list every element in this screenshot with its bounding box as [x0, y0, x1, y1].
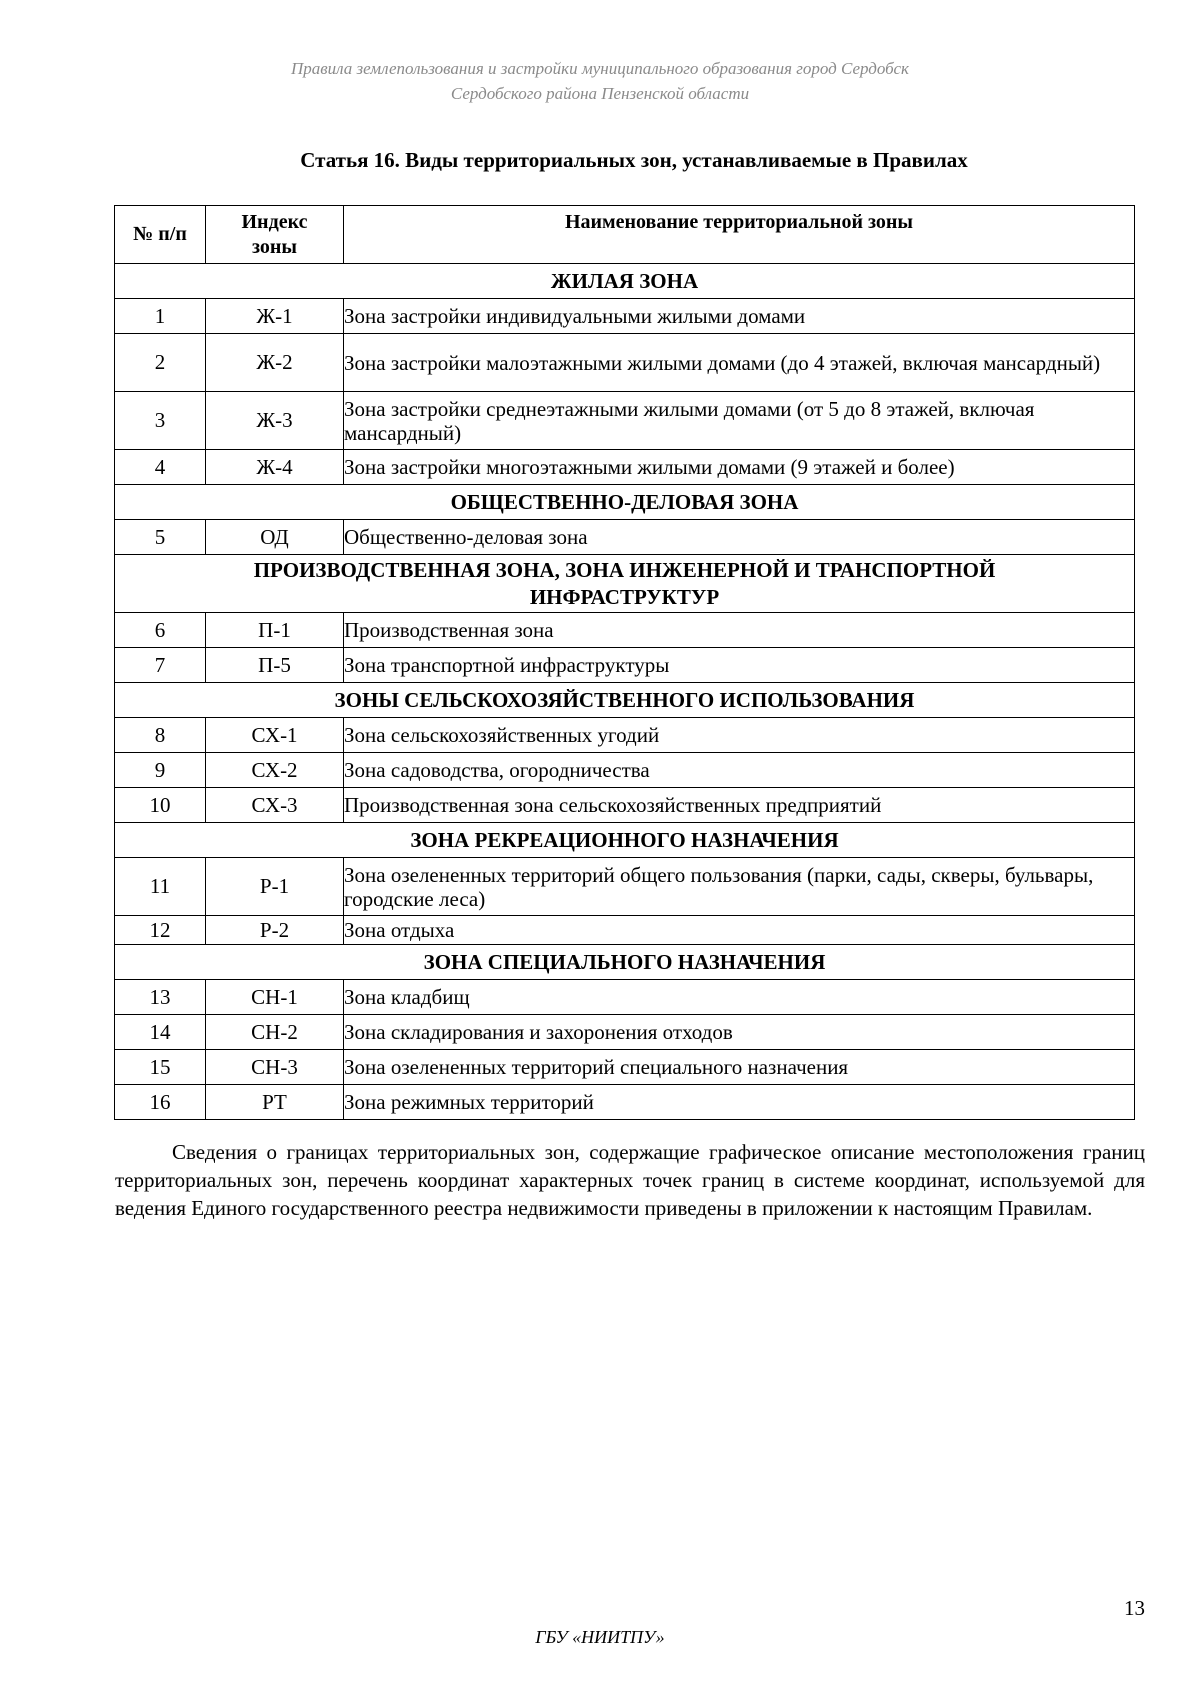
page-number: 13	[1124, 1596, 1145, 1620]
zone-index: Ж-3	[206, 392, 344, 450]
zone-name: Зона застройки многоэтажными жилыми домами (9 этажей и более)	[344, 450, 1135, 485]
table-row	[115, 392, 1135, 450]
table-row	[115, 648, 1135, 683]
row-number: 5	[115, 520, 206, 555]
zone-index: СХ-3	[206, 788, 344, 823]
table-row	[115, 520, 1135, 555]
page-header	[0, 56, 1200, 106]
zone-index: СН-1	[206, 980, 344, 1015]
table-row	[115, 1050, 1135, 1085]
row-number: 11	[115, 858, 206, 916]
row-number: 13	[115, 980, 206, 1015]
header-line-1: Правила землепользования и застройки муниципального образования город Сердобск	[290, 59, 909, 78]
article-title: Статья 16. Виды территориальных зон, устанавливаемые в Правилах	[300, 148, 968, 172]
zone-name: Производственная зона	[344, 613, 1135, 648]
row-number: 8	[115, 718, 206, 753]
zone-index: СХ-1	[206, 718, 344, 753]
header-name: Наименование территориальной зоны	[344, 206, 1135, 264]
table-row	[115, 613, 1135, 648]
row-number: 10	[115, 788, 206, 823]
table-row	[115, 718, 1135, 753]
zone-name: Зона озелененных территорий специального назначения	[344, 1050, 1135, 1085]
table-row	[115, 334, 1135, 392]
zone-name: Зона режимных территорий	[344, 1085, 1135, 1120]
row-number: 7	[115, 648, 206, 683]
zone-index: СХ-2	[206, 753, 344, 788]
header-index: Индекс зоны	[206, 206, 344, 264]
zone-index: Р-1	[206, 858, 344, 916]
section-row	[115, 485, 1135, 520]
table-row	[115, 980, 1135, 1015]
table-row	[115, 1015, 1135, 1050]
row-number: 16	[115, 1085, 206, 1120]
row-number: 15	[115, 1050, 206, 1085]
header-num: № п/п	[115, 206, 206, 264]
page-footer: ГБУ «НИИТПУ»	[535, 1627, 665, 1647]
section-title: ОБЩЕСТВЕННО-ДЕЛОВАЯ ЗОНА	[115, 485, 1135, 520]
zone-index: Р-2	[206, 916, 344, 945]
zone-name: Зона складирования и захоронения отходов	[344, 1015, 1135, 1050]
header-line-2: Сердобского района Пензенской области	[450, 84, 750, 103]
zones-table-body	[115, 264, 1135, 1120]
section-title: ЗОНА СПЕЦИАЛЬНОГО НАЗНАЧЕНИЯ	[115, 945, 1135, 980]
body-paragraph: Сведения о границах территориальных зон, содержащие графическое описание местоположения границ территориальных зон, перечень координат характерных точек границ в системе координат, используемой для ведения Единого государственного реестра недвижимости приведены в приложении к настоящим Правилам.	[115, 1140, 1145, 1220]
table-header-row	[115, 206, 1135, 264]
zones-table	[114, 205, 1135, 1120]
zone-name: Зона озелененных территорий общего пользования (парки, сады, скверы, бульвары, городские леса)	[344, 858, 1135, 916]
row-number: 6	[115, 613, 206, 648]
section-title: ЖИЛАЯ ЗОНА	[115, 264, 1135, 299]
zone-index: РТ	[206, 1085, 344, 1120]
section-row	[115, 823, 1135, 858]
row-number: 2	[115, 334, 206, 392]
zone-name: Зона застройки малоэтажными жилыми домами (до 4 этажей, включая мансардный)	[344, 334, 1135, 392]
zone-index: П-1	[206, 613, 344, 648]
zone-name: Зона отдыха	[344, 916, 1135, 945]
zone-name: Зона садоводства, огородничества	[344, 753, 1135, 788]
row-number: 4	[115, 450, 206, 485]
zone-name: Зона сельскохозяйственных угодий	[344, 718, 1135, 753]
zone-name: Зона кладбищ	[344, 980, 1135, 1015]
zone-name: Общественно-деловая зона	[344, 520, 1135, 555]
zone-index: ОД	[206, 520, 344, 555]
zone-name: Зона застройки среднеэтажными жилыми домами (от 5 до 8 этажей, включая мансардный)	[344, 392, 1135, 450]
section-title: ЗОНА РЕКРЕАЦИОННОГО НАЗНАЧЕНИЯ	[115, 823, 1135, 858]
zone-name: Зона застройки индивидуальными жилыми домами	[344, 299, 1135, 334]
row-number: 12	[115, 916, 206, 945]
table-row	[115, 299, 1135, 334]
table-row	[115, 1085, 1135, 1120]
zone-index: СН-3	[206, 1050, 344, 1085]
row-number: 3	[115, 392, 206, 450]
zone-index: Ж-1	[206, 299, 344, 334]
zone-index: Ж-4	[206, 450, 344, 485]
zone-index: СН-2	[206, 1015, 344, 1050]
table-row	[115, 858, 1135, 916]
table-row	[115, 753, 1135, 788]
section-row	[115, 264, 1135, 299]
section-row	[115, 555, 1135, 613]
table-row	[115, 788, 1135, 823]
row-number: 14	[115, 1015, 206, 1050]
row-number: 9	[115, 753, 206, 788]
zone-name: Производственная зона сельскохозяйственных предприятий	[344, 788, 1135, 823]
section-row	[115, 683, 1135, 718]
zone-index: П-5	[206, 648, 344, 683]
row-number: 1	[115, 299, 206, 334]
section-title: ЗОНЫ СЕЛЬСКОХОЗЯЙСТВЕННОГО ИСПОЛЬЗОВАНИЯ	[115, 683, 1135, 718]
table-row	[115, 450, 1135, 485]
section-title: ПРОИЗВОДСТВЕННАЯ ЗОНА, ЗОНА ИНЖЕНЕРНОЙ И ТРАНСПОРТНОЙ ИНФРАСТРУКТУР	[115, 555, 1135, 613]
section-row	[115, 945, 1135, 980]
zone-name: Зона транспортной инфраструктуры	[344, 648, 1135, 683]
zone-index: Ж-2	[206, 334, 344, 392]
table-row	[115, 916, 1135, 945]
